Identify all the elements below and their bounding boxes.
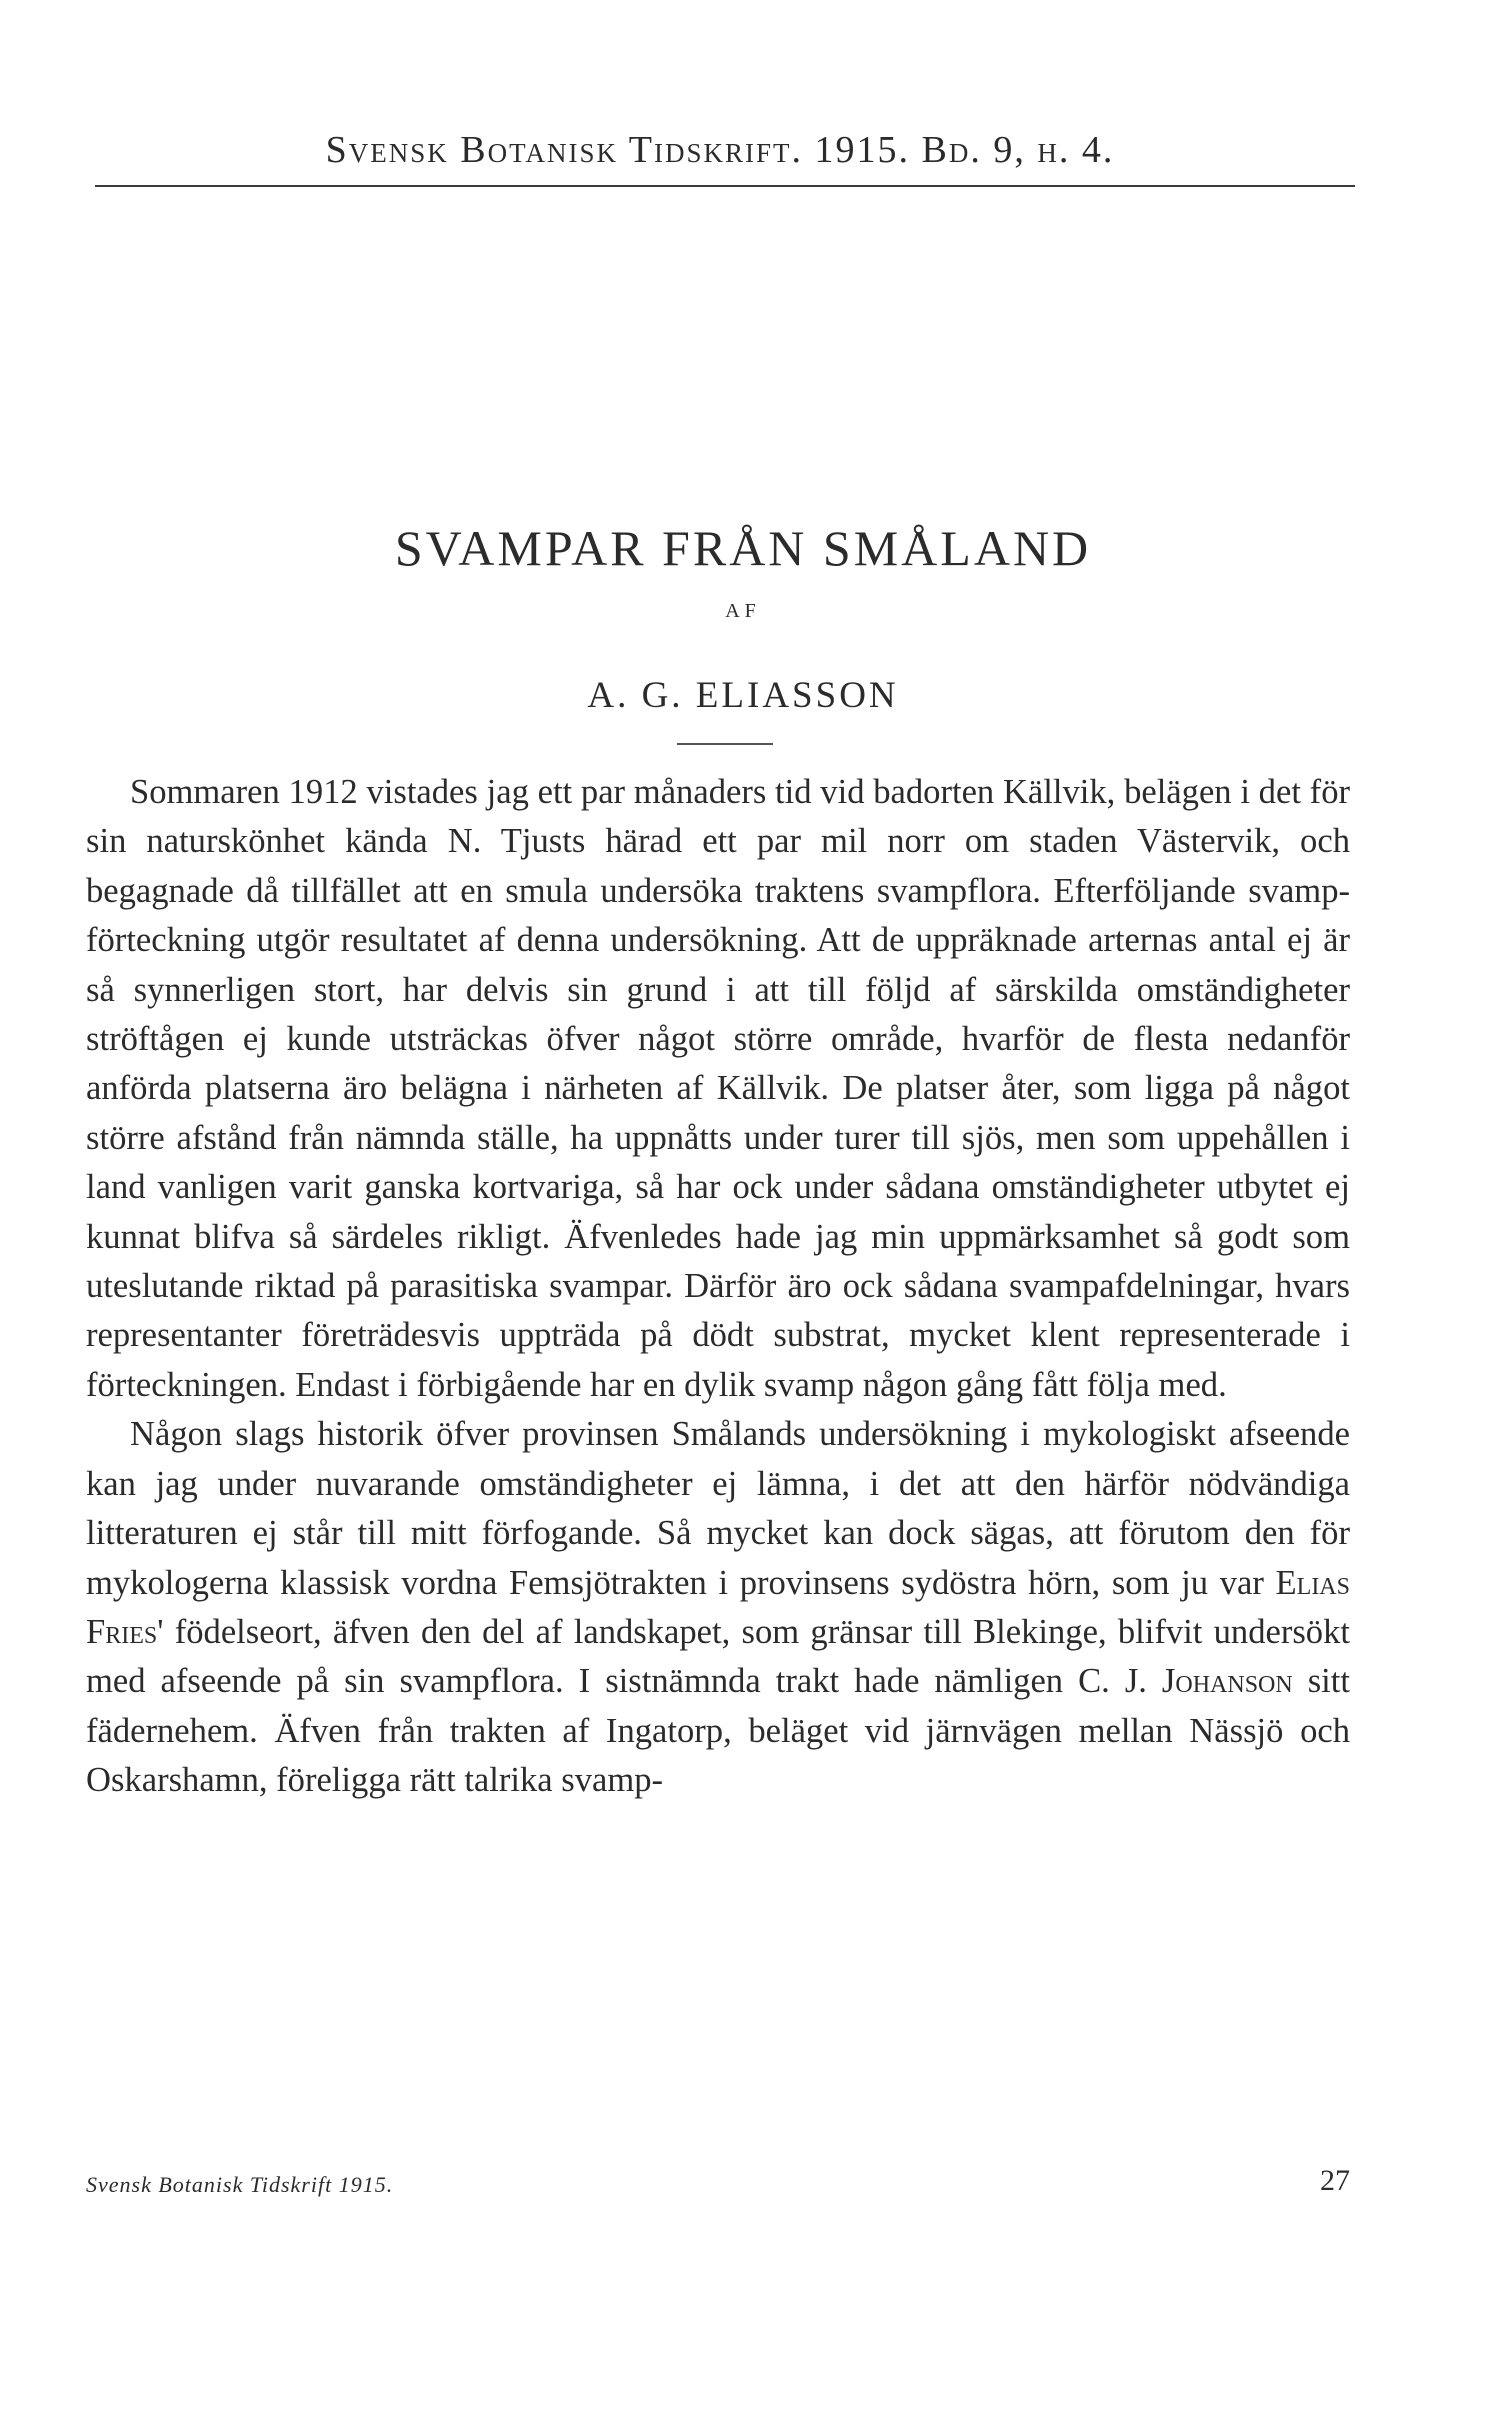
article-body <box>86 768 1350 1806</box>
footer-journal-signature: Svensk Botanisk Tidskrift 1915. <box>86 2172 394 2197</box>
paragraph-2-text-1: Någon slags historik öfver provinsen Smålands undersökning i mykologiskt afseende kan jag under nuvarande omständigheter ej lämna, i det att den härför nödvändiga litteraturen ej står till mitt förfogande. Så mycket kan dock sägas, att förutom den för mykologerna klassisk vordna Femsjötrakten i provinsens sydöstra hörn, som ju var <box>86 1415 1350 1602</box>
paragraph-1: Sommaren 1912 vistades jag ett par månaders tid vid badorten Källvik, belägen i det för sin naturskönhet kända N. Tjusts härad ett par mil norr om staden Västervik, och begagnade då tillfället att en smula undersöka traktens svampflora. Efterföljande svampförteckning utgör resultatet af denna undersökning. Att de uppräknade arternas antal ej är så synnerligen stort, har delvis sin grund i att till följd af särskilda omständigheter ströftågen ej kunde utsträckas öfver något större område, hvarför de flesta nedanför anförda platserna äro belägna i närheten af Källvik. De platser åter, som ligga på något större afstånd från nämnda ställe, ha uppnåtts under turer till sjös, men som uppehållen i land vanligen varit ganska kortvariga, så har ock under sådana omständigheter utbytet ej kunnat blifva så särdeles rikligt. Äfvenledes hade jag min uppmärksamhet så godt som uteslutande riktad på parasitiska svampar. Därför äro ock sådana svampafdelningar, hvars representanter företrädesvis uppträda på dödt substrat, mycket klent representerade i förteckningen. Endast i förbigående har en dylik svamp någon gång fått följa med. <box>86 773 1350 1404</box>
running-header: Svensk Botanisk Tidskrift. 1915. Bd. 9, h. 4. <box>325 129 1115 171</box>
paragraph-2-text-3: sitt fädernehem. Äfven från trakten af Ingatorp, beläget vid järnvägen mellan Nässjö och Oskarshamn, föreligga rätt talrika svamp- <box>86 1662 1350 1800</box>
paragraph-2 <box>86 1410 1350 1805</box>
footer-page-number: 27 <box>1320 2164 1350 2197</box>
person-name-johanson: Johanson <box>1161 1662 1293 1701</box>
header-rule <box>95 185 1355 187</box>
byline: AF <box>725 600 761 622</box>
author-name: A. G. ELIASSON <box>587 675 899 716</box>
title-divider <box>677 743 773 745</box>
article-title: SVAMPAR FRÅN SMÅLAND <box>394 519 1092 576</box>
person-name-fries: Elias Fries <box>86 1563 1350 1651</box>
paragraph-2-text-2: ' födelseort, äfven den del af landskapet, som gränsar till Blekinge, blifvit undersökt med afseende på sin svampflora. I sistnämnda trakt hade nämligen C. J. <box>86 1612 1350 1701</box>
